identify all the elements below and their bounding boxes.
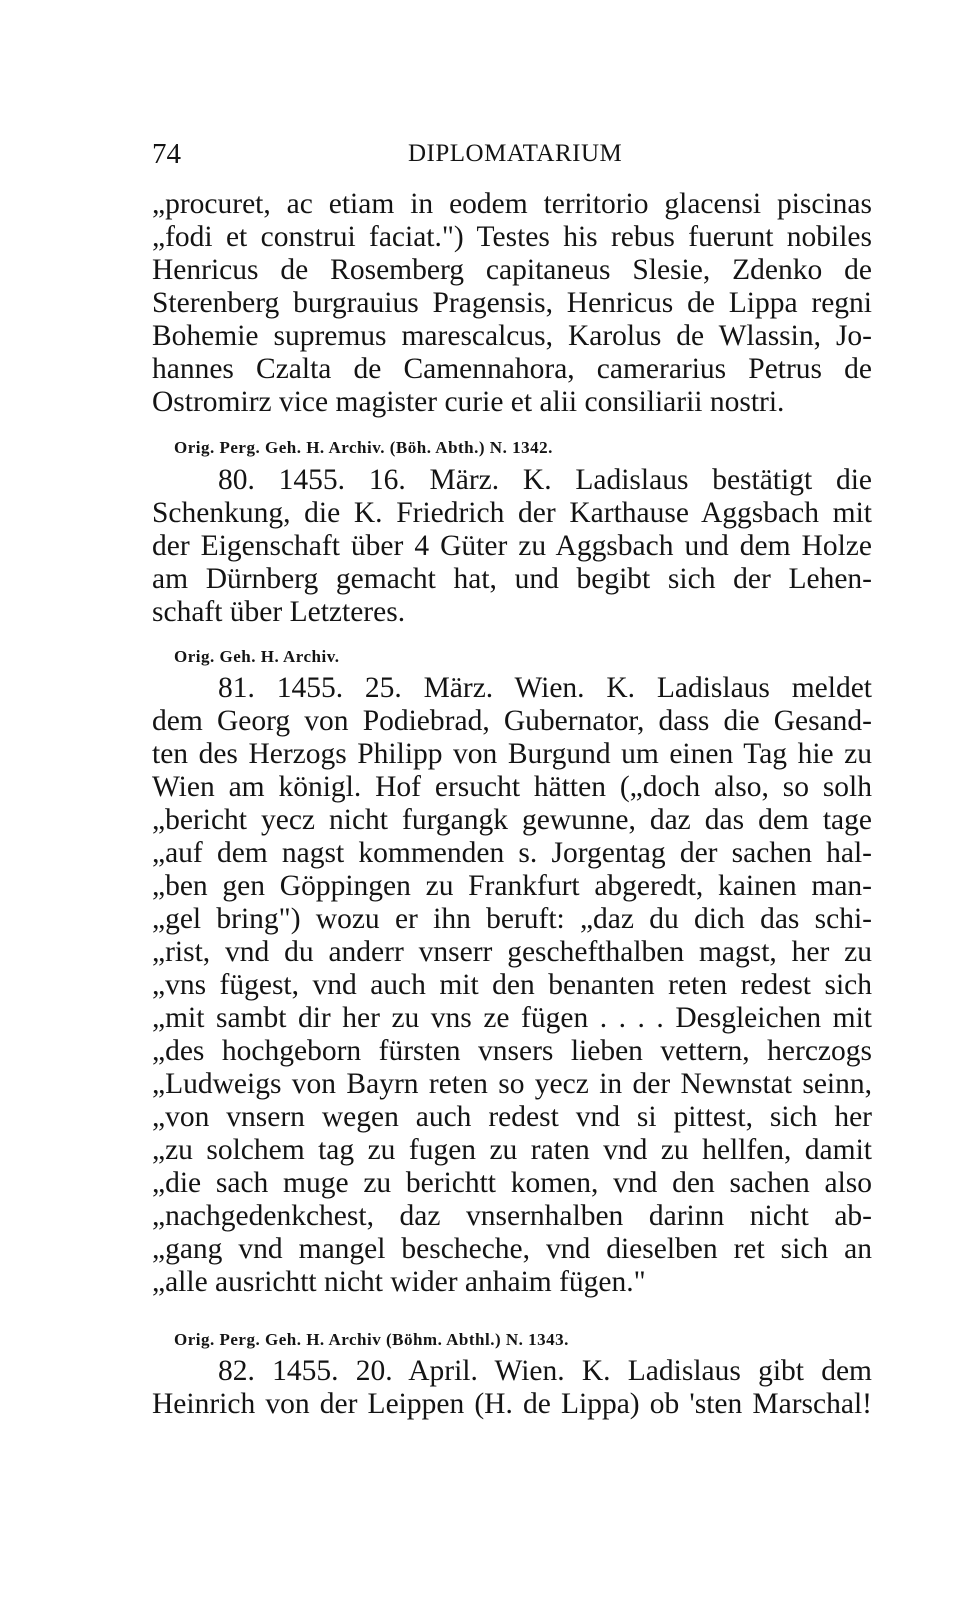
running-head — [152, 138, 877, 178]
source-note: Orig. Perg. Geh. H. Archiv. (Böh. Abth.) N. 1342. — [174, 438, 553, 457]
text-line: „die sach muge zu berichtt komen, vnd den sachen also — [152, 1167, 872, 1199]
text-line: „alle ausrichtt nicht wider anhaim fügen." — [152, 1266, 646, 1298]
entry-heading-line: 82. 1455. 20. April. Wien. K. Ladislaus gibt dem — [218, 1355, 872, 1387]
text-line: Henricus de Rosemberg capitaneus Slesie, Zdenko de — [152, 254, 872, 286]
source-note: Orig. Geh. H. Archiv. — [174, 647, 340, 666]
text-line: „des hochgeborn fürsten vnsers lieben vettern, herczogs — [152, 1035, 872, 1067]
entry-80 — [152, 464, 872, 629]
page-number: 74 — [152, 138, 181, 170]
text-line: schaft über Letzteres. — [152, 596, 406, 628]
text-line: hannes Czalta de Camennahora, camerarius Petrus de — [152, 353, 872, 385]
text-line: „vns fügest, vnd auch mit den benanten reten redest sich — [152, 969, 872, 1001]
text-line: „mit sambt dir her zu vns ze fügen . . . . Desgleichen mit — [152, 1002, 872, 1034]
text-line: „rist, vnd du anderr vnserr geschefthalben magst, her zu — [152, 936, 872, 968]
entry-82 — [152, 1355, 872, 1421]
source-note: Orig. Perg. Geh. H. Archiv (Böhm. Abthl.) N. 1343. — [174, 1330, 569, 1349]
entry-heading-line: 81. 1455. 25. März. Wien. K. Ladislaus meldet — [218, 672, 872, 704]
text-line: Sterenberg burgrauius Pragensis, Henricus de Lippa regni — [152, 287, 872, 319]
text-line: „Ludweigs von Bayrn reten so yecz in der Newnstat seinn, — [152, 1068, 872, 1100]
text-line: dem Georg von Podiebrad, Gubernator, dass die Gesand- — [152, 705, 872, 737]
text-line: „gel bring") wozu er ihn beruft: „daz du dich das schi- — [152, 903, 872, 935]
text-line: „bericht yecz nicht furgangk gewunne, daz das dem tage — [152, 804, 872, 836]
text-line: Heinrich von der Leippen (H. de Lippa) ob 'sten Marschal! — [152, 1388, 872, 1420]
text-line: „gang vnd mangel bescheche, vnd dieselben ret sich an — [152, 1233, 872, 1265]
running-title: DIPLOMATARIUM — [408, 140, 623, 167]
text-line: „zu solchem tag zu fugen zu raten vnd zu hellfen, damit — [152, 1134, 872, 1166]
text-line: der Eigenschaft über 4 Güter zu Aggsbach und dem Holze — [152, 530, 872, 562]
text-line: Bohemie supremus marescalcus, Karolus de Wlassin, Jo- — [152, 320, 872, 352]
entry-heading-line: 80. 1455. 16. März. K. Ladislaus bestätigt die — [218, 464, 872, 496]
text-line: „procuret, ac etiam in eodem territorio glacensi piscinas — [152, 188, 872, 220]
text-line: „von vnsern wegen auch redest vnd si pittest, sich her — [152, 1101, 872, 1133]
text-line: „auf dem nagst kommenden s. Jorgentag der sachen hal- — [152, 837, 872, 869]
text-line: „fodi et construi faciat.") Testes his rebus fuerunt nobiles — [152, 221, 872, 253]
text-line: „nachgedenkchest, daz vnsernhalben darinn nicht ab- — [152, 1200, 872, 1232]
text-line: Schenkung, die K. Friedrich der Karthause Aggsbach mit — [152, 497, 872, 529]
text-block-continuation — [152, 188, 872, 419]
text-line: ten des Herzogs Philipp von Burgund um einen Tag hie zu — [152, 738, 872, 770]
text-line: „ben gen Göppingen zu Frankfurt abgeredt, kainen man- — [152, 870, 872, 902]
entry-81 — [152, 672, 872, 1299]
text-line: Wien am königl. Hof ersucht hätten („doch also, so solh — [152, 771, 872, 803]
text-line: Ostromirz vice magister curie et alii consiliarii nostri. — [152, 386, 785, 418]
text-line: am Dürnberg gemacht hat, und begibt sich der Lehen- — [152, 563, 872, 595]
